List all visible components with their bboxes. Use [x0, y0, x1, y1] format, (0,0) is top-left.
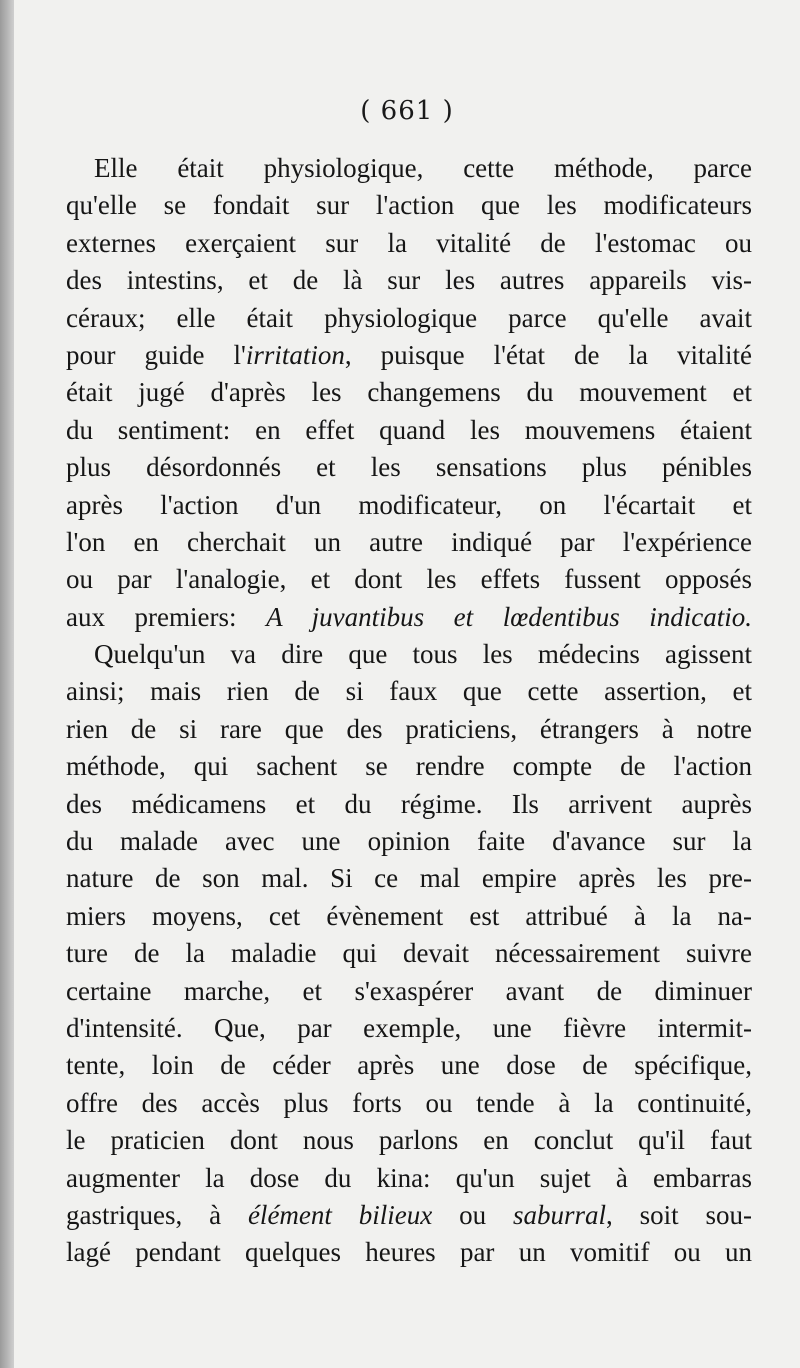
text-line — [66, 1085, 752, 1122]
text-line — [66, 524, 752, 561]
text-line — [66, 673, 752, 710]
text-segment: était jugé d'après les changemens du mouvement et — [66, 377, 752, 408]
text-segment: Elle était physiologique, cette méthode, parce — [94, 153, 752, 183]
text-segment: externes exerçaient sur la vitalité de l'estomac ou — [66, 227, 752, 258]
text-line — [66, 337, 752, 374]
text-segment: rien de si rare que des praticiens, étrangers à notre — [66, 713, 752, 744]
text-segment: après l'action d'un modificateur, on l'écartait et — [66, 489, 752, 520]
text-line — [66, 225, 752, 262]
text-line — [66, 561, 752, 598]
text-segment: pour guide l' — [66, 339, 246, 370]
body-text — [66, 150, 752, 1272]
text-segment: augmenter la dose du kina: qu'un sujet à embarras — [66, 1162, 752, 1193]
italic-text: saburral — [512, 1199, 607, 1230]
text-segment: ou par l'analogie, et dont les effets fussent opposés — [66, 564, 752, 595]
text-segment: qu'elle se fondait sur l'action que les modificateurs — [66, 190, 752, 221]
text-line — [66, 300, 752, 337]
text-segment: ture de la maladie qui devait nécessairement suivre — [66, 938, 752, 969]
text-segment: miers moyens, cet évènement est attribué à la na- — [66, 900, 752, 931]
text-segment: , soit sou- — [606, 1199, 752, 1230]
italic-text: irritation — [245, 339, 345, 370]
text-segment: ou — [432, 1199, 513, 1230]
text-line — [66, 935, 752, 972]
text-segment: Quelqu'un va dire que tous les médecins agissent — [94, 639, 752, 670]
text-line — [66, 374, 752, 411]
text-segment: tente, loin de céder après une dose de spécifique, — [66, 1050, 752, 1081]
text-line — [66, 449, 752, 486]
text-segment: céraux; elle était physiologique parce qu'elle avait — [66, 302, 752, 333]
text-line — [66, 1234, 752, 1271]
book-gutter — [0, 0, 14, 1368]
text-line — [66, 973, 752, 1010]
text-line — [66, 412, 752, 449]
italic-text: A juvantibus et lœdentibus indicatio. — [266, 601, 752, 632]
text-line — [66, 860, 752, 897]
text-line — [66, 636, 752, 673]
text-segment: méthode, qui sachent se rendre compte de l'action — [66, 751, 752, 782]
text-segment: offre des accès plus forts ou tende à la continuité, — [66, 1087, 752, 1118]
text-line — [66, 1047, 752, 1084]
italic-text: élément bilieux — [247, 1199, 433, 1230]
text-line — [66, 823, 752, 860]
text-line — [66, 1010, 752, 1047]
text-segment: certaine marche, et s'exaspérer avant de diminuer — [66, 975, 752, 1006]
text-line — [66, 786, 752, 823]
text-line — [66, 262, 752, 299]
text-segment: du sentiment: en effet quand les mouvemens étaient — [66, 414, 752, 445]
text-segment: nature de son mal. Si ce mal empire après les pre- — [66, 863, 752, 894]
book-page — [14, 0, 800, 1368]
text-segment: ainsi; mais rien de si faux que cette assertion, et — [66, 676, 752, 707]
text-line — [66, 748, 752, 785]
text-segment: , puisque l'état de la vitalité — [344, 339, 752, 370]
text-segment: lagé pendant quelques heures par un vomitif ou un — [66, 1237, 752, 1268]
text-line — [66, 187, 752, 224]
text-segment: aux premiers: — [66, 601, 267, 632]
text-line — [66, 1122, 752, 1159]
text-line — [66, 150, 752, 187]
text-line — [66, 1197, 752, 1234]
text-line — [66, 711, 752, 748]
text-segment: le praticien dont nous parlons en conclut qu'il faut — [66, 1125, 752, 1156]
text-line — [66, 487, 752, 524]
text-segment: des intestins, et de là sur les autres appareils vis- — [66, 265, 752, 296]
text-segment: d'intensité. Que, par exemple, une fièvre intermit- — [66, 1012, 752, 1043]
text-segment: du malade avec une opinion faite d'avance sur la — [66, 826, 752, 857]
text-line — [66, 898, 752, 935]
text-segment: plus désordonnés et les sensations plus pénibles — [66, 452, 752, 483]
text-line — [66, 599, 752, 636]
text-line — [66, 1160, 752, 1197]
text-segment: des médicamens et du régime. Ils arrivent auprès — [66, 788, 752, 819]
page-number: ( 661 ) — [360, 96, 454, 126]
text-segment: gastriques, à — [66, 1199, 248, 1230]
text-segment: l'on en cherchait un autre indiqué par l'expérience — [66, 526, 752, 557]
